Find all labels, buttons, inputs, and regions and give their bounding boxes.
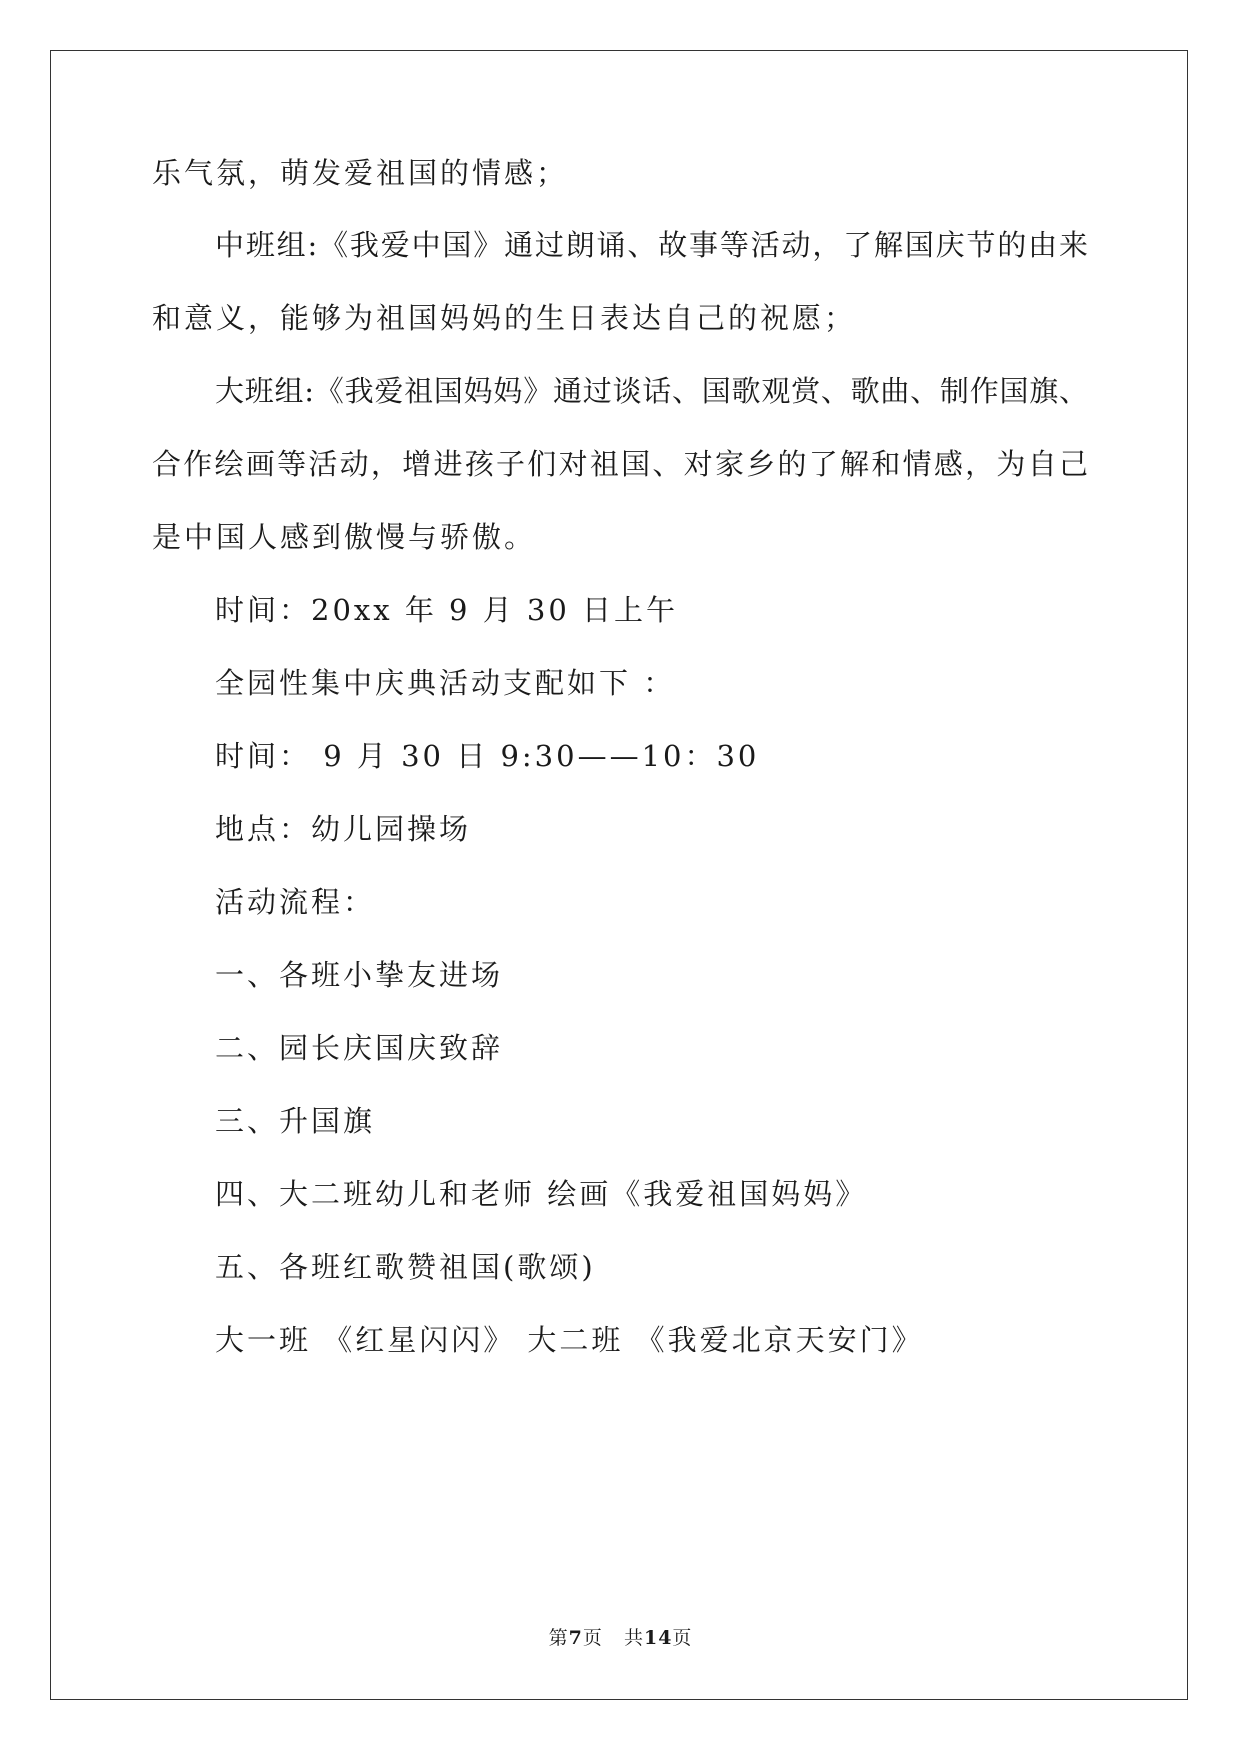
line-10: 地点：幼儿园操场: [215, 812, 472, 846]
footer-total-suffix: 页: [672, 1627, 693, 1649]
page-footer: [0, 1623, 1241, 1650]
line-3: 和意义，能够为祖国妈妈的生日表达自己的祝愿；: [152, 301, 857, 335]
line-16: 五、各班红歌赞祖国(歌颂): [215, 1250, 596, 1284]
footer-total-prefix: 共: [623, 1627, 644, 1649]
line-11: 活动流程：: [215, 885, 376, 919]
footer-total-pages: 14: [643, 1627, 673, 1649]
line-13: 二、园长庆国庆致辞: [215, 1031, 504, 1065]
line-17: 大一班 《红星闪闪》 大二班 《我爱北京天安门》: [215, 1323, 924, 1357]
line-14: 三、升国旗: [215, 1104, 376, 1138]
line-2: 中班组:《我爱中国》通过朗诵、故事等活动，了解国庆节的由来: [215, 228, 1088, 262]
footer-page-suffix: 页: [582, 1627, 603, 1649]
line-9: 时间： 9 月 30 日 9:30——10：30: [215, 739, 760, 773]
line-8: 全园性集中庆典活动支配如下 ：: [215, 666, 676, 700]
page-border: [50, 50, 1188, 1700]
line-12: 一、各班小挚友进场: [215, 958, 504, 992]
line-5: 合作绘画等活动，增进孩子们对祖国、对家乡的了解和情感，为自己: [152, 447, 1088, 481]
line-4: 大班组:《我爱祖国妈妈》通过谈话、国歌观赏、歌曲、制作国旗、: [215, 374, 1088, 408]
footer-prefix: 第: [548, 1627, 569, 1649]
line-1: 乐气氛，萌发爱祖国的情感；: [152, 156, 569, 190]
line-15: 四、大二班幼儿和老师 绘画《我爱祖国妈妈》: [215, 1177, 868, 1211]
footer-current-page: 7: [568, 1627, 583, 1649]
line-6: 是中国人感到傲慢与骄傲。: [152, 520, 537, 554]
line-7: 时间：20xx 年 9 月 30 日上午: [215, 593, 679, 627]
